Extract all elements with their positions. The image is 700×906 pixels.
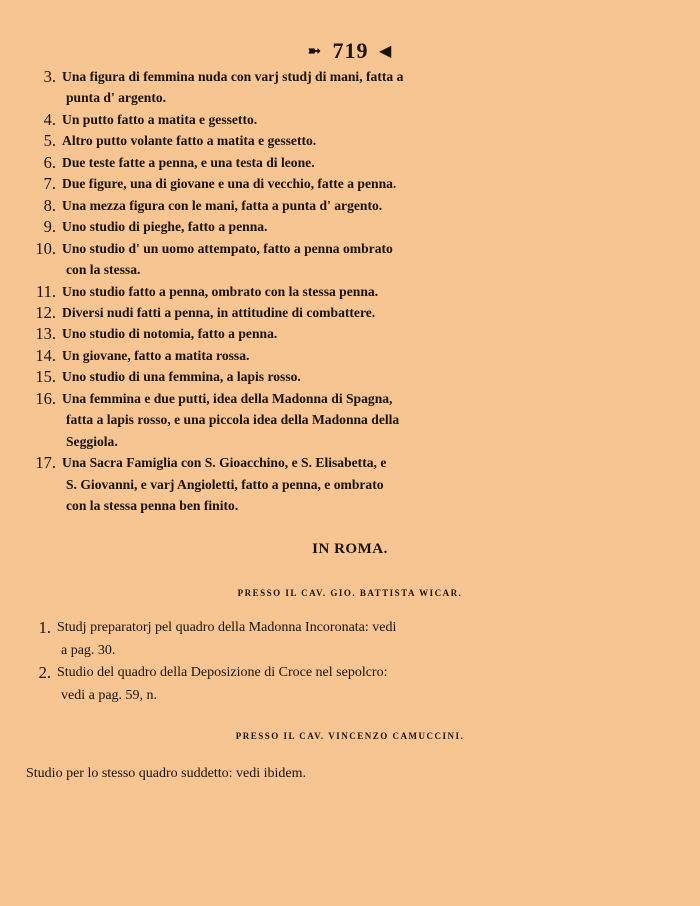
- item-text-line: Due teste fatte a penna, e una testa di leone.: [62, 154, 315, 170]
- item-number: 13.: [35, 324, 56, 344]
- item-number: 9.: [43, 217, 56, 237]
- list-item: [35, 302, 376, 323]
- section-title: IN ROMA.: [312, 541, 388, 557]
- item-text-line: Diversi nudi fatti a penna, in attitudine di combattere.: [62, 304, 376, 320]
- item-number: 7.: [43, 174, 56, 194]
- item-number: 6.: [43, 152, 56, 172]
- collection-heading-wicar: PRESSO IL CAV. GIO. BATTISTA WICAR.: [237, 588, 463, 598]
- item-text-line: vedi a pag. 59, n.: [61, 687, 158, 703]
- item-text-line: con la stessa penna ben finito.: [66, 498, 239, 513]
- item-number: 1.: [38, 618, 51, 637]
- item-number: 17.: [35, 453, 56, 473]
- item-text-line: Uno studio d' un uomo attempato, fatto a penna ombrato: [62, 240, 393, 256]
- item-number: 12.: [35, 302, 56, 322]
- list-item: [35, 345, 250, 366]
- list-item: [43, 152, 315, 173]
- item-number: 8.: [43, 195, 56, 215]
- item-text-line: Uno studio di notomia, fatto a penna.: [62, 326, 278, 342]
- item-text-line: Una Sacra Famiglia con S. Gioacchino, e S. Elisabetta, e: [62, 455, 387, 471]
- list-item: [35, 452, 387, 516]
- item-text-line: Una figura di femmina nuda con varj studj di mani, fatta a: [62, 69, 404, 84]
- item-text-line: punta d' argento.: [66, 90, 167, 106]
- item-text-line: Uno studio di una femmina, a lapis rosso.: [62, 369, 301, 385]
- page-number: 719: [332, 38, 369, 63]
- item-text-line: Studj preparatorj pel quadro della Madonna Incoronata: vedi: [57, 620, 397, 635]
- item-text-line: fatta a lapis rosso, e una piccola idea della Madonna della: [66, 412, 400, 428]
- item-number: 3.: [43, 67, 56, 86]
- item-text-line: Un putto fatto a matita e gessetto.: [62, 111, 258, 127]
- item-text-line: S. Giovanni, e varj Angioletti, fatto a penna, e ombrato: [66, 476, 384, 492]
- item-text-line: Un giovane, fatto a matita rossa.: [62, 347, 250, 363]
- list-item: [38, 662, 388, 707]
- item-text-line: Studio del quadro della Deposizione di Croce nel sepolcro:: [57, 665, 388, 680]
- list-item: [35, 366, 301, 387]
- item-number: 16.: [35, 388, 56, 408]
- item-number: 11.: [35, 281, 56, 301]
- list-item: [38, 617, 397, 662]
- item-text-line: con la stessa.: [66, 262, 141, 278]
- item-text-line: Seggiola.: [66, 433, 118, 449]
- ornament-left-icon: ➼: [307, 43, 323, 60]
- item-number: 4.: [43, 109, 56, 129]
- item-number: 2.: [38, 663, 51, 682]
- list-item: [35, 281, 379, 302]
- item-text-line: a pag. 30.: [61, 642, 116, 658]
- list-item: [43, 173, 397, 194]
- item-number: 14.: [35, 345, 56, 365]
- item-text-line: Uno studio di pieghe, fatto a penna.: [62, 219, 268, 235]
- item-text-line: Uno studio fatto a penna, ombrato con la stessa penna.: [62, 283, 379, 299]
- list-item: [43, 66, 404, 109]
- list-item: [43, 216, 268, 237]
- list-item: [43, 130, 317, 151]
- item-text-line: Una mezza figura con le mani, fatta a punta d' argento.: [62, 197, 383, 213]
- list-item: [35, 323, 278, 344]
- list-item: [43, 109, 258, 130]
- list-item: [35, 388, 400, 452]
- closing-note: Studio per lo stesso quadro suddetto: vedi ibidem.: [26, 766, 306, 781]
- collection-heading-camuccini: PRESSO IL CAV. VINCENZO CAMUCCINI.: [235, 731, 465, 741]
- ornament-right-icon: ◀: [379, 43, 393, 60]
- list-item: [35, 238, 393, 281]
- page-header: [0, 38, 700, 64]
- item-number: 5.: [43, 131, 56, 151]
- list-item: [43, 195, 383, 216]
- item-text-line: Una femmina e due putti, idea della Madonna di Spagna,: [62, 390, 393, 406]
- item-number: 15.: [35, 367, 56, 387]
- item-text-line: Due figure, una di giovane e una di vecchio, fatte a penna.: [62, 176, 397, 192]
- item-number: 10.: [35, 238, 56, 258]
- item-text-line: Altro putto volante fatto a matita e gessetto.: [62, 133, 317, 149]
